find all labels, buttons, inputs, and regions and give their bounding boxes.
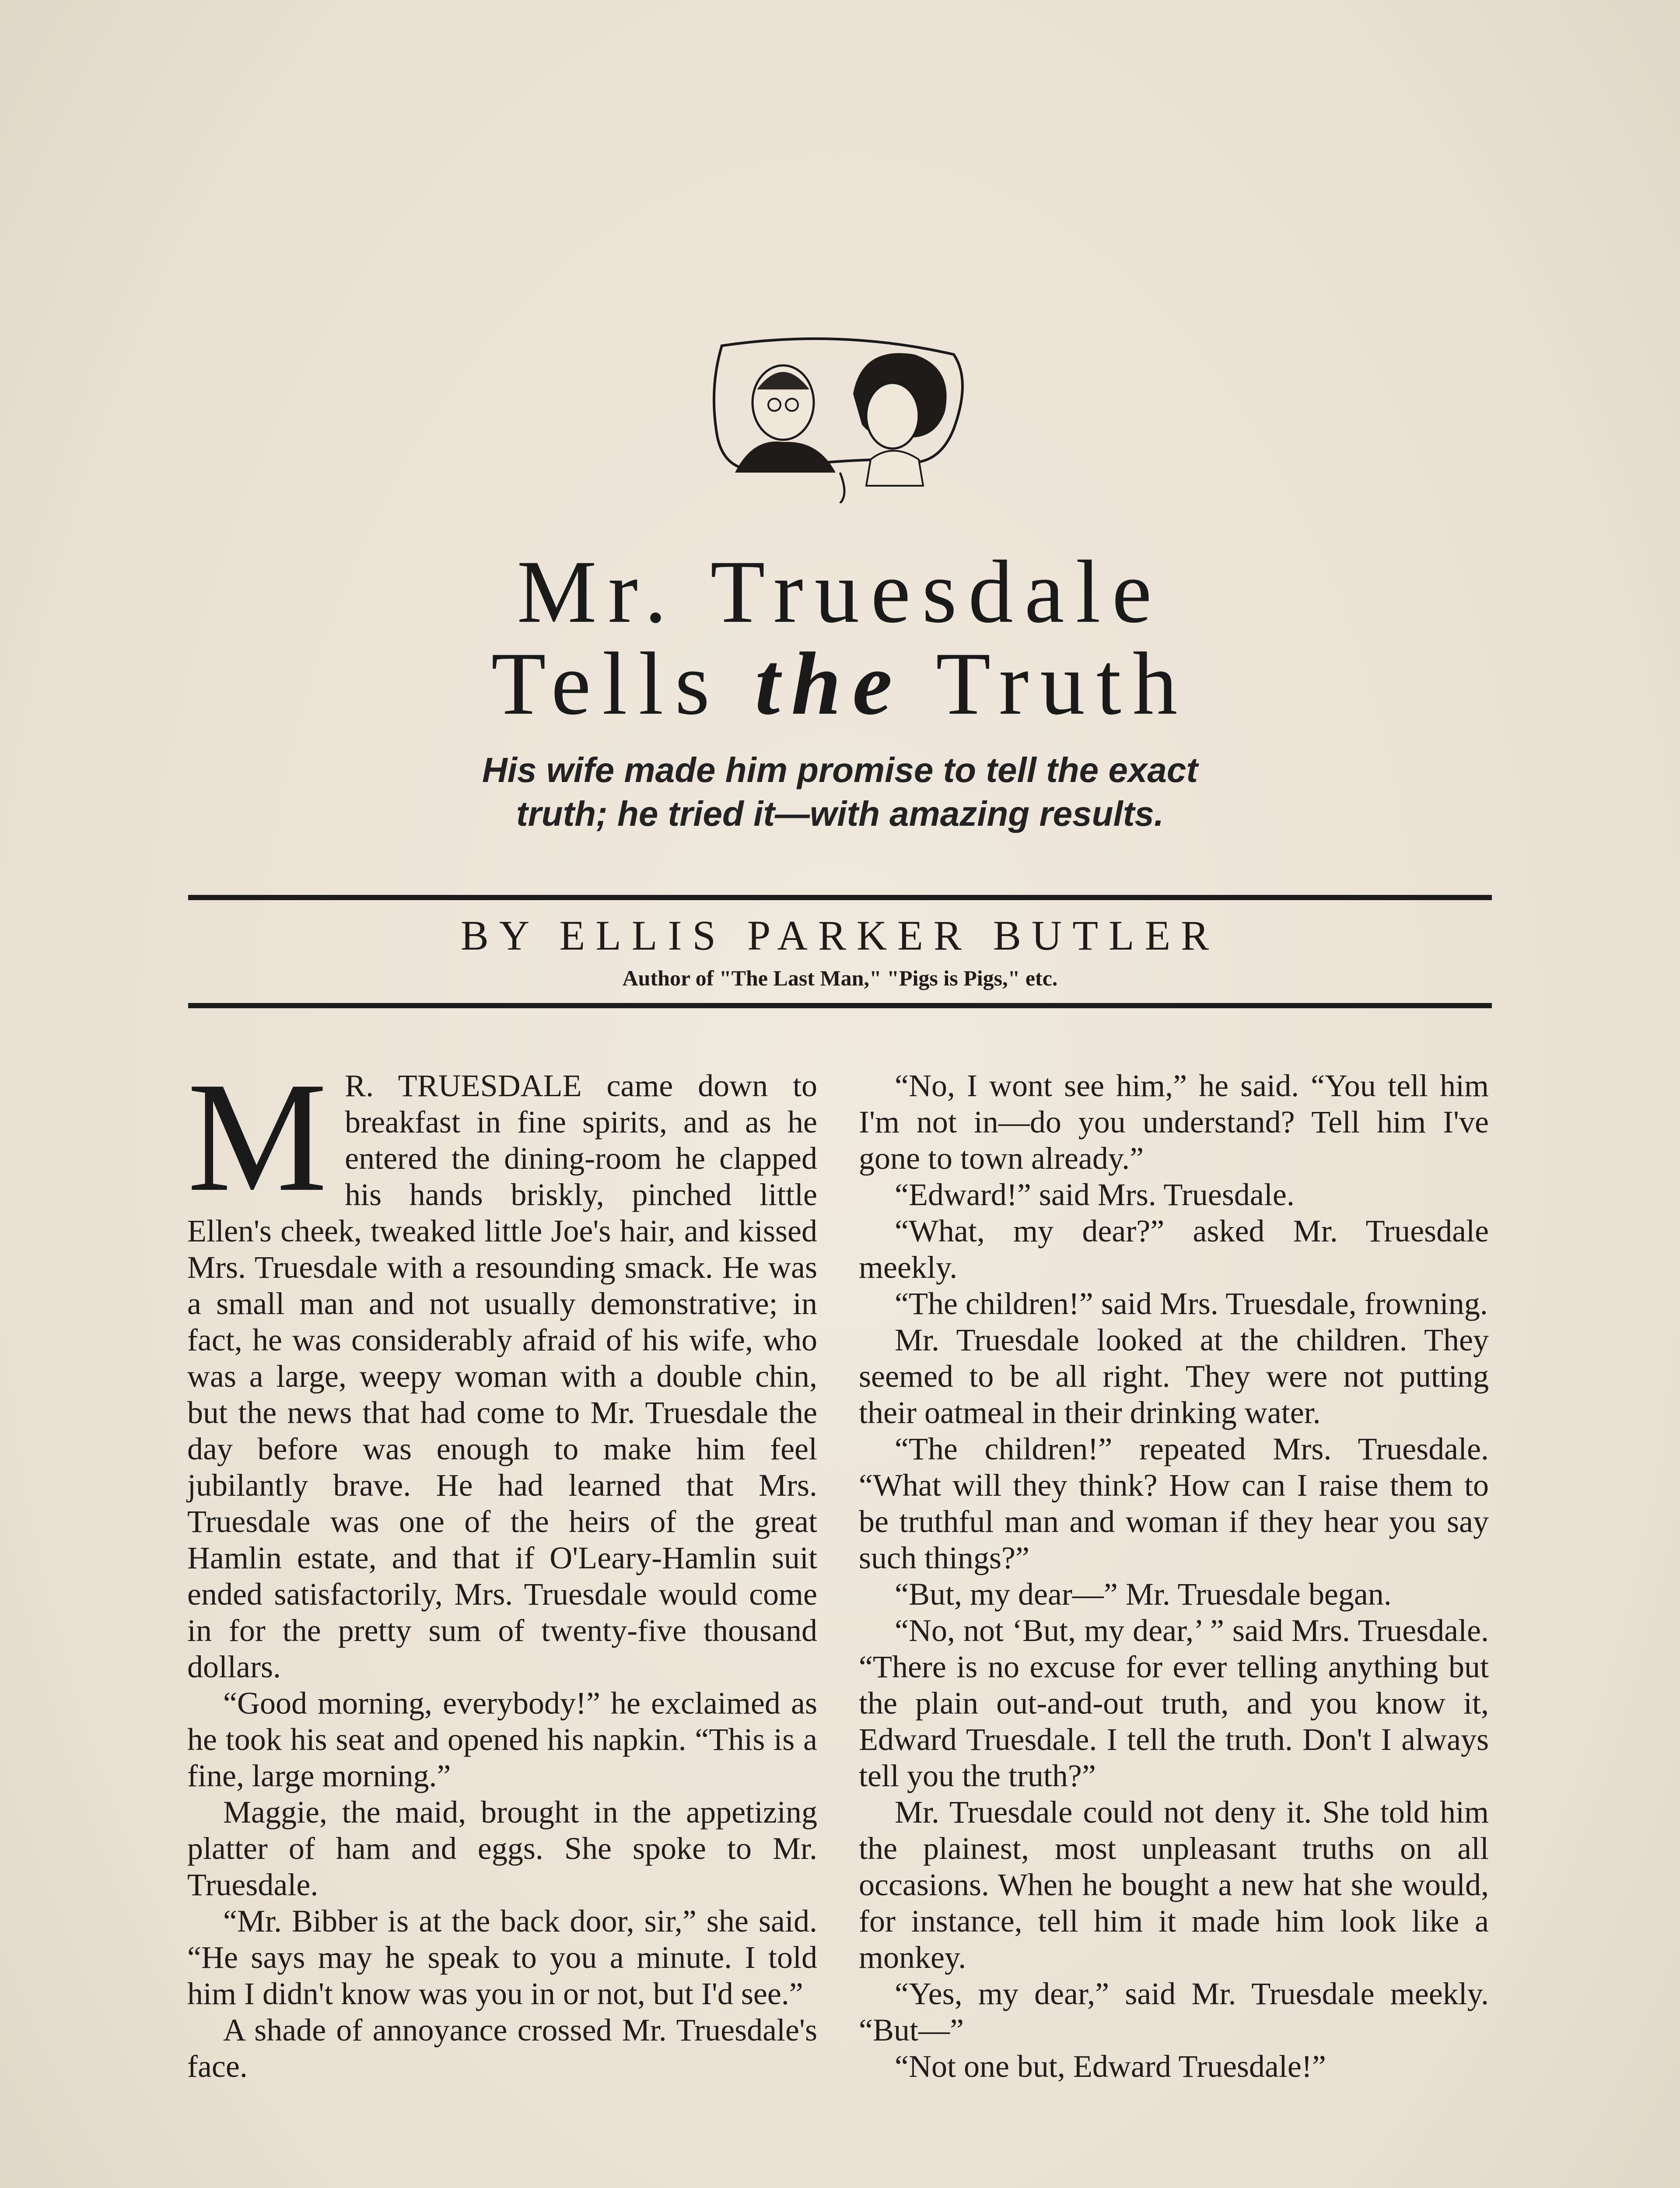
right-column <box>859 1068 1489 2085</box>
paragraph: Maggie, the maid, brought in the appetizing platter of ham and eggs. She spoke to Mr. Truesdale. <box>187 1795 817 1902</box>
paragraph: M R. TRUESDALE came down to breakfast in fine spirits, and as he entered the dining-room he clapped his hands briskly, pinched little Ellen's cheek, tweaked little Joe's hair, and kissed Mrs. Truesdale with a resounding smack. He was a small man and not usually demonstrative; in fact, he was considerably afraid of his wife, who was a large, weepy woman with a double chin, but the news that had come to Mr. Truesdale the day before was enough to make him feel jubilantly brave. He had learned that Mrs. Truesdale was one of the heirs of the great Hamlin estate, and that if O'Leary-Hamlin suit ended satisfactorily, Mrs. Truesdale would come in for the pretty sum of twenty-five thousand dollars. <box>187 1049 817 1684</box>
article-title-line-2: Tells the Truth <box>491 634 1189 733</box>
paragraph: Mr. Truesdale looked at the children. They seemed to be all right. They were not putting their oatmeal in their drinking water. <box>859 1322 1489 1430</box>
byline: BY ELLIS PARKER BUTLER <box>460 912 1220 959</box>
paragraph: “The children!” said Mrs. Truesdale, frowning. <box>895 1286 1488 1321</box>
article-title-line-1: Mr. Truesdale <box>517 542 1163 642</box>
paragraph: “No, I wont see him,” he said. “You tell him I'm not in—do you understand? Tell him I've gone to town already.” <box>859 1068 1489 1176</box>
paragraph: “Edward!” said Mrs. Truesdale. <box>895 1177 1295 1212</box>
paragraph: “Not one but, Edward Truesdale!” <box>895 2049 1326 2084</box>
paragraph: “No, not ‘But, my dear,’ ” said Mrs. Truesdale. “There is no excuse for ever telling anything but the plain out-and-out truth, and you know it, Edward Truesdale. I tell the truth. Don't I always tell you the truth?” <box>859 1613 1489 1793</box>
paragraph: Mr. Truesdale could not deny it. She told him the plainest, most unpleasant truths on all occasions. When he bought a new hat she would, for instance, tell him it made him look like a monkey. <box>859 1795 1489 1975</box>
paragraph: “The children!” repeated Mrs. Truesdale. “What will they think? How can I raise them to be truthful man and woman if they hear you say such things?” <box>859 1431 1489 1575</box>
couple-portrait-illustration <box>709 328 971 503</box>
top-rule <box>188 895 1492 900</box>
paragraph: “What, my dear?” asked Mr. Truesdale meekly. <box>859 1213 1489 1285</box>
bottom-rule <box>188 1003 1492 1008</box>
paragraph: “Yes, my dear,” said Mr. Truesdale meekly. “But—” <box>859 1976 1489 2048</box>
paragraph: “Good morning, everybody!” he exclaimed as he took his seat and opened his napkin. “This is a fine, large morning.” <box>187 1686 817 1793</box>
paragraph: “Mr. Bibber is at the back door, sir,” she said. “He says may he speak to you a minute. I told him I didn't know was you in or not, but I'd see.” <box>187 1904 817 2011</box>
article-subtitle: His wife made him promise to tell the exact truth; he tried it—with amazing results. <box>482 750 1198 833</box>
paragraph: A shade of annoyance crossed Mr. Truesdale's face. <box>187 2013 817 2084</box>
drop-cap: M <box>187 1049 328 1224</box>
author-note: Author of "The Last Man," "Pigs is Pigs," etc. <box>622 966 1058 990</box>
left-column <box>187 1049 817 2085</box>
paragraph: “But, my dear—” Mr. Truesdale began. <box>895 1577 1392 1612</box>
